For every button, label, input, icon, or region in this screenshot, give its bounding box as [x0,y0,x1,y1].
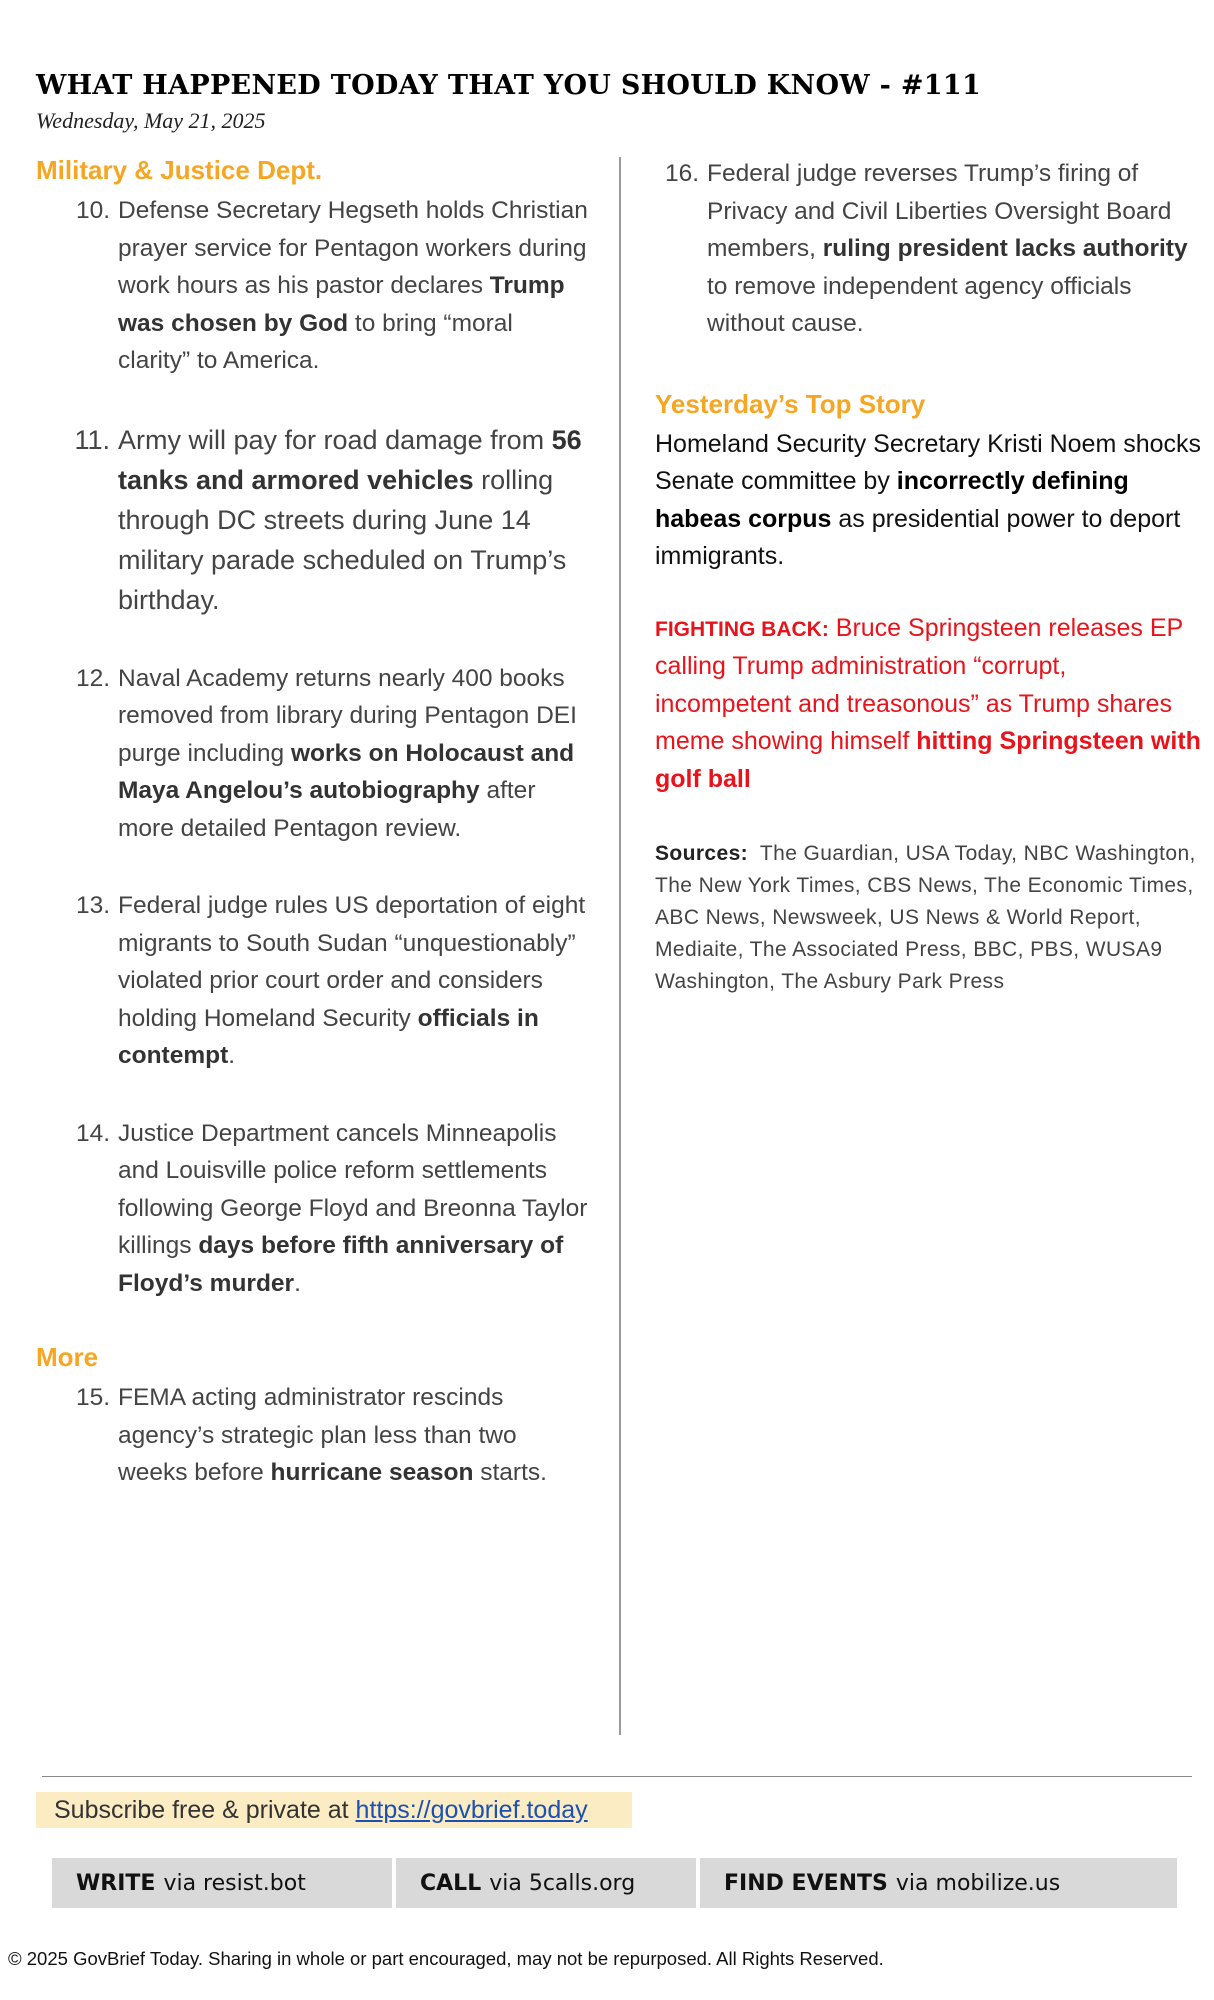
news-item-13 [36,887,591,1075]
item-text: Naval Academy returns nearly 400 books removed from library during Pentagon DEI purge including works on Holocaust and Maya Angelou’s autobiography after more detailed Pentagon review. [118,664,577,842]
item-number: 15. [75,1384,110,1411]
subscribe-banner [36,1792,632,1828]
news-item-10 [36,192,591,380]
page-title: WHAT HAPPENED TODAY THAT YOU SHOULD KNOW - #111 [36,70,982,101]
fighting-back-label: FIGHTING BACK: [655,617,829,641]
subscribe-text: Subscribe free & private at [54,1796,356,1824]
item-number: 16. [664,160,699,187]
action-bar [52,1858,1177,1908]
item-number: 13. [75,892,110,919]
news-item-11 [36,420,591,620]
write-action-button[interactable]: WRITE via resist.bot [52,1858,392,1908]
item-text: Defense Secretary Hegseth holds Christian prayer service for Pentagon workers during work hours as his pastor declares Trump was chosen by God to bring “moral clarity” to America. [118,197,588,374]
find-events-action-button[interactable]: FIND EVENTS via mobilize.us [700,1858,1177,1908]
item-text: Army will pay for road damage from 56 tanks and armored vehicles rolling through DC streets during June 14 military parade scheduled on Trump’s birthday. [118,424,582,615]
item-number: 11. [74,424,110,455]
news-item-12 [36,660,591,848]
right-column [655,155,1203,998]
copyright-footer: © 2025 GovBrief Today. Sharing in whole or part encouraged, may not be repurposed. All Rights Reserved. [8,1948,884,1969]
column-divider [619,157,621,1735]
section-heading-more: More [36,1342,99,1372]
item-text: FEMA acting administrator rescinds agency’s strategic plan less than two weeks before hurricane season starts. [118,1384,547,1486]
call-action-button[interactable]: CALL via 5calls.org [396,1858,696,1908]
section-heading-top-story: Yesterday’s Top Story [655,388,926,419]
left-column [36,155,591,1532]
publication-date: Wednesday, May 21, 2025 [36,108,266,133]
news-item-14 [36,1115,591,1303]
sources-list: Sources: The Guardian, USA Today, NBC Washington, The New York Times, CBS News, The Economic Times, ABC News, Newsweek, US News & World Report, Mediaite, The Associated Press, BBC, PBS, WUSA9 Washington, The Asbury Park Press [655,842,1196,993]
news-item-15 [36,1379,591,1492]
fighting-back-text: FIGHTING BACK: Bruce Springsteen releases EP calling Trump administration “corrupt, incompetent and treasonous” as Trump shares meme showing himself hitting Springsteen with golf ball [655,613,1201,793]
footer-divider [42,1776,1192,1777]
top-story-text: Homeland Security Secretary Kristi Noem shocks Senate committee by incorrectly defining habeas corpus as presidential power to deport immigrants. [655,429,1202,570]
subscribe-link[interactable]: https://govbrief.today [355,1796,588,1824]
item-text: Justice Department cancels Minneapolis and Louisville police reform settlements following George Floyd and Breonna Taylor killings days before fifth anniversary of Floyd’s murder. [118,1119,588,1297]
item-number: 10. [75,197,110,224]
item-text: Federal judge rules US deportation of eight migrants to South Sudan “unquestionably” violated prior court order and considers holding Homeland Security officials in contempt. [118,892,586,1069]
item-text: Federal judge reverses Trump’s firing of Privacy and Civil Liberties Oversight Board members, ruling president lacks authority to remove independent agency officials without cause. [707,160,1188,337]
item-number: 14. [75,1119,110,1147]
item-number: 12. [75,664,110,692]
section-heading-military-justice: Military & Justice Dept. [36,155,323,185]
news-item-16 [655,155,1203,343]
sources-label: Sources: [655,842,749,865]
